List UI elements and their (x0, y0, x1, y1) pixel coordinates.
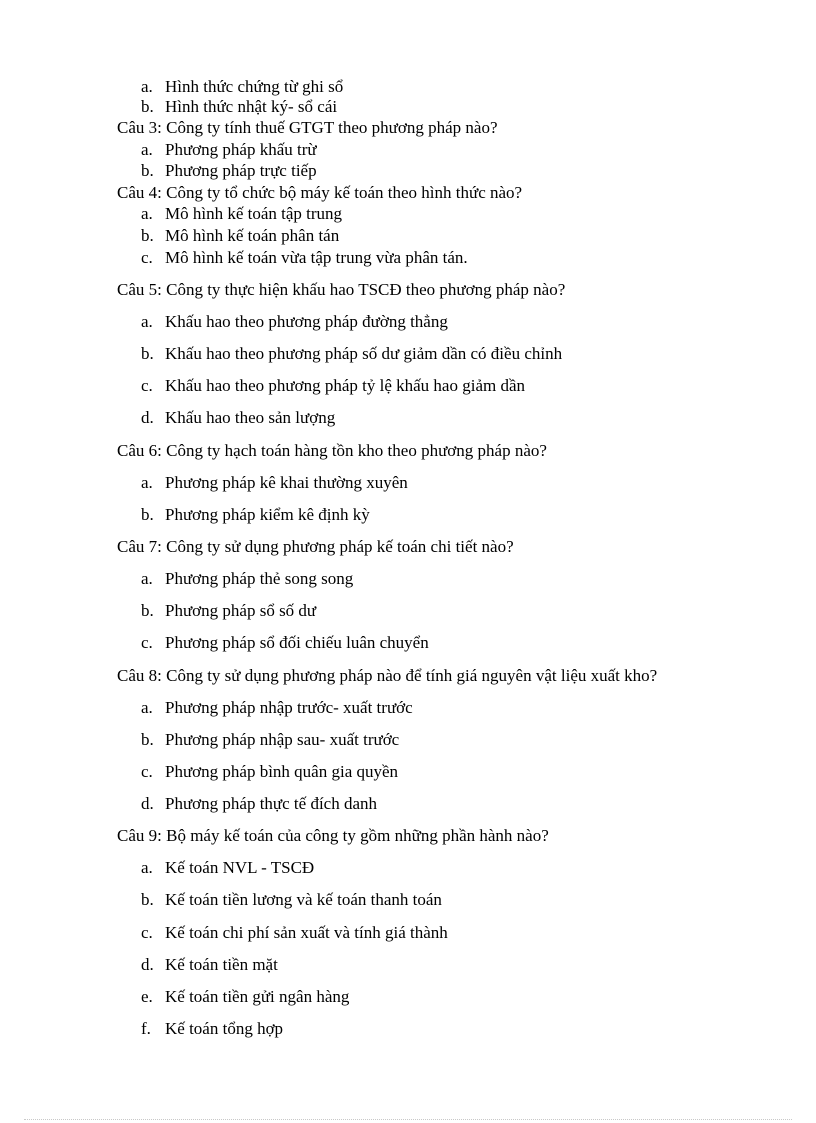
answer-option (141, 1019, 283, 1039)
option-text: Kế toán chi phí sản xuất và tính giá thành (165, 923, 448, 942)
option-letter: b. (141, 97, 154, 116)
option-text: Khấu hao theo sản lượng (165, 408, 336, 427)
option-letter: a. (141, 140, 153, 159)
option-letter: b. (141, 161, 154, 180)
option-letter: a. (141, 77, 153, 96)
option-text: Phương pháp trực tiếp (165, 161, 317, 180)
option-text: Hình thức chứng từ ghi sổ (165, 77, 344, 96)
option-letter: b. (141, 890, 154, 909)
answer-option (141, 505, 370, 525)
question-heading: Câu 5: Công ty thực hiện khấu hao TSCĐ theo phương pháp nào? (117, 280, 566, 299)
option-letter: c. (141, 248, 153, 267)
option-letter: a. (141, 858, 153, 877)
question-heading: Câu 7: Công ty sử dụng phương pháp kế toán chi tiết nào? (117, 537, 514, 556)
option-text: Phương pháp sổ đối chiếu luân chuyển (165, 633, 429, 652)
question-heading: Câu 9: Bộ máy kế toán của công ty gồm những phần hành nào? (117, 826, 549, 845)
answer-option (141, 226, 339, 246)
option-text: Kế toán tiền mặt (165, 955, 278, 974)
question-heading: Câu 6: Công ty hạch toán hàng tồn kho theo phương pháp nào? (117, 441, 547, 460)
answer-option (141, 569, 353, 589)
option-letter: a. (141, 569, 153, 588)
answer-option (141, 140, 317, 160)
answer-option (141, 344, 562, 364)
option-letter: d. (141, 408, 154, 427)
answer-option (141, 97, 337, 117)
question-heading: Câu 3: Công ty tính thuế GTGT theo phương pháp nào? (117, 118, 498, 137)
option-text: Kế toán tổng hợp (165, 1019, 284, 1038)
option-letter: b. (141, 601, 154, 620)
answer-option (141, 730, 399, 750)
option-text: Hình thức nhật ký- sổ cái (165, 97, 338, 116)
answer-option (141, 633, 429, 653)
option-text: Khấu hao theo phương pháp đường thẳng (165, 312, 448, 331)
page-bottom-divider (24, 1119, 792, 1120)
option-text: Khấu hao theo phương pháp số dư giảm dần có điều chỉnh (165, 344, 563, 363)
option-text: Phương pháp nhập trước- xuất trước (165, 698, 413, 717)
answer-option (141, 858, 314, 878)
question-heading: Câu 4: Công ty tổ chức bộ máy kế toán theo hình thức nào? (117, 183, 523, 202)
option-letter: c. (141, 633, 153, 652)
option-text: Phương pháp kiểm kê định kỳ (165, 505, 370, 524)
option-letter: b. (141, 344, 154, 363)
option-text: Phương pháp thẻ song song (165, 569, 354, 588)
answer-option (141, 161, 317, 181)
option-text: Khấu hao theo phương pháp tỷ lệ khấu hao giảm dần (165, 376, 526, 395)
option-letter: e. (141, 987, 153, 1006)
option-letter: d. (141, 955, 154, 974)
answer-option (141, 473, 408, 493)
answer-option (141, 408, 335, 428)
answer-option (141, 376, 525, 396)
option-letter: f. (141, 1019, 151, 1038)
option-text: Phương pháp kê khai thường xuyên (165, 473, 408, 492)
option-text: Phương pháp nhập sau- xuất trước (165, 730, 400, 749)
option-letter: b. (141, 730, 154, 749)
answer-option (141, 698, 413, 718)
option-text: Kế toán tiền lương và kế toán thanh toán (165, 890, 442, 909)
option-text: Phương pháp bình quân gia quyền (165, 762, 399, 781)
answer-option (141, 248, 468, 268)
option-letter: c. (141, 923, 153, 942)
option-letter: b. (141, 505, 154, 524)
option-text: Mô hình kế toán phân tán (165, 226, 340, 245)
option-letter: a. (141, 204, 153, 223)
option-text: Kế toán NVL - TSCĐ (165, 858, 315, 877)
option-text: Kế toán tiền gửi ngân hàng (165, 987, 350, 1006)
option-text: Phương pháp sổ số dư (165, 601, 317, 620)
answer-option (141, 794, 377, 814)
answer-option (141, 955, 278, 975)
option-letter: c. (141, 762, 153, 781)
option-letter: a. (141, 473, 153, 492)
option-text: Mô hình kế toán vừa tập trung vừa phân tán. (165, 248, 468, 267)
answer-option (141, 987, 349, 1007)
answer-option (141, 601, 316, 621)
question-heading: Câu 8: Công ty sử dụng phương pháp nào để tính giá nguyên vật liệu xuất kho? (117, 666, 658, 685)
option-text: Phương pháp khấu trừ (165, 140, 317, 159)
option-letter: c. (141, 376, 153, 395)
option-text: Mô hình kế toán tập trung (165, 204, 343, 223)
answer-option (141, 77, 343, 97)
option-letter: a. (141, 312, 153, 331)
option-text: Phương pháp thực tế đích danh (165, 794, 378, 813)
option-letter: a. (141, 698, 153, 717)
option-letter: b. (141, 226, 154, 245)
answer-option (141, 762, 398, 782)
answer-option (141, 204, 342, 224)
answer-option (141, 890, 442, 910)
answer-option (141, 923, 448, 943)
option-letter: d. (141, 794, 154, 813)
answer-option (141, 312, 448, 332)
